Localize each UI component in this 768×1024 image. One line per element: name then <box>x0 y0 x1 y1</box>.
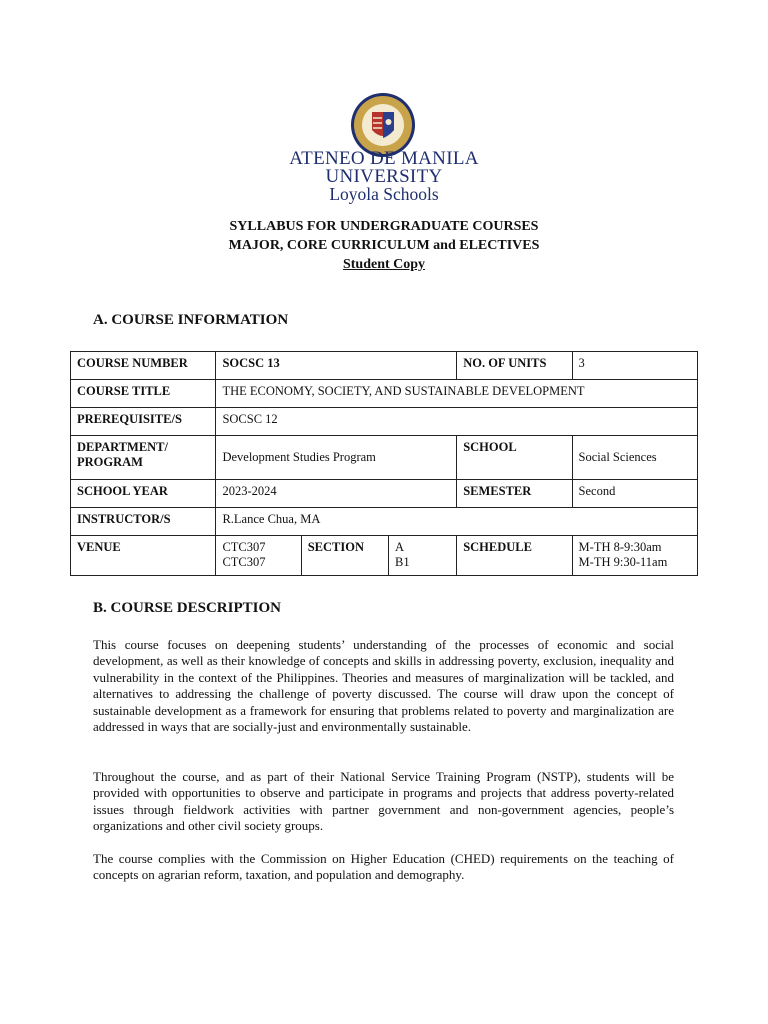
prerequisites-label: PREREQUISITE/S <box>71 408 216 436</box>
venue-line: CTC307 <box>222 540 266 554</box>
table-row <box>71 436 698 480</box>
instructor-label: INSTRUCTOR/S <box>71 508 216 536</box>
table-row <box>71 408 698 436</box>
section-value <box>388 536 456 576</box>
prerequisites-value: SOCSC 12 <box>216 408 698 436</box>
section-b-heading: B. COURSE DESCRIPTION <box>93 600 281 616</box>
table-row <box>71 380 698 408</box>
department-value: Development Studies Program <box>216 436 457 480</box>
syllabus-subtitle: MAJOR, CORE CURRICULUM and ELECTIVES <box>228 238 540 253</box>
table-row <box>71 352 698 380</box>
semester-value: Second <box>572 480 697 508</box>
venue-line: CTC307 <box>222 555 266 569</box>
school-label: SCHOOL <box>457 436 572 480</box>
course-number-label: COURSE NUMBER <box>71 352 216 380</box>
description-paragraph: Throughout the course, and as part of their National Service Training Program (NSTP), students will be provided with opportunities to observe and participate in programs and projects that address poverty-related issues through fieldwork activities with partner government and non-government agencies, people’s organizations and other civil society groups. <box>93 769 674 834</box>
school-value: Social Sciences <box>572 436 697 480</box>
schedule-value <box>572 536 697 576</box>
table-row <box>71 536 698 576</box>
school-year-value: 2023-2024 <box>216 480 457 508</box>
section-a-heading: A. COURSE INFORMATION <box>93 312 289 328</box>
venue-label: VENUE <box>71 536 216 576</box>
section-line: B1 <box>394 555 410 569</box>
course-number-value: SOCSC 13 <box>216 352 457 380</box>
instructor-value: R.Lance Chua, MA <box>216 508 698 536</box>
units-label: NO. OF UNITS <box>457 352 572 380</box>
department-label: DEPARTMENT/ PROGRAM <box>71 436 216 480</box>
university-name-line1: ATENEO DE MANILA <box>289 148 479 169</box>
schedule-line: M-TH 9:30-11am <box>578 555 668 569</box>
syllabus-title: SYLLABUS FOR UNDERGRADUATE COURSES <box>229 219 539 234</box>
schedule-label: SCHEDULE <box>457 536 572 576</box>
table-row <box>71 508 698 536</box>
venue-value <box>216 536 301 576</box>
section-label: SECTION <box>301 536 388 576</box>
description-paragraph: This course focuses on deepening students’ understanding of the processes of economic and social development, as well as their knowledge of concepts and skills in addressing poverty, exclusion, inequality and vulnerability in the context of the Philippines. Theories and measures of marginalization will be tackled, and alternatives to addressing the challenge of poverty discussed. The course will draw upon the concept of sustainable development as a framework for ensuring that problems related to poverty and marginalization are addressed in ways that are socially-just and environmentally sustainable. <box>93 637 674 735</box>
table-row <box>71 480 698 508</box>
course-title-value: THE ECONOMY, SOCIETY, AND SUSTAINABLE DEVELOPMENT <box>216 380 698 408</box>
schedule-line: M-TH 8-9:30am <box>578 540 662 554</box>
course-information-table <box>70 351 698 576</box>
school-name: Loyola Schools <box>329 184 439 204</box>
section-line: A <box>394 540 405 554</box>
semester-label: SEMESTER <box>457 480 572 508</box>
course-title-label: COURSE TITLE <box>71 380 216 408</box>
school-year-label: SCHOOL YEAR <box>71 480 216 508</box>
university-name-line2: UNIVERSITY <box>325 166 443 187</box>
copy-type: Student Copy <box>342 257 426 272</box>
units-value: 3 <box>572 352 697 380</box>
description-paragraph: The course complies with the Commission on Higher Education (CHED) requirements on the teaching of concepts on agrarian reform, taxation, and population and demography. <box>93 851 674 883</box>
